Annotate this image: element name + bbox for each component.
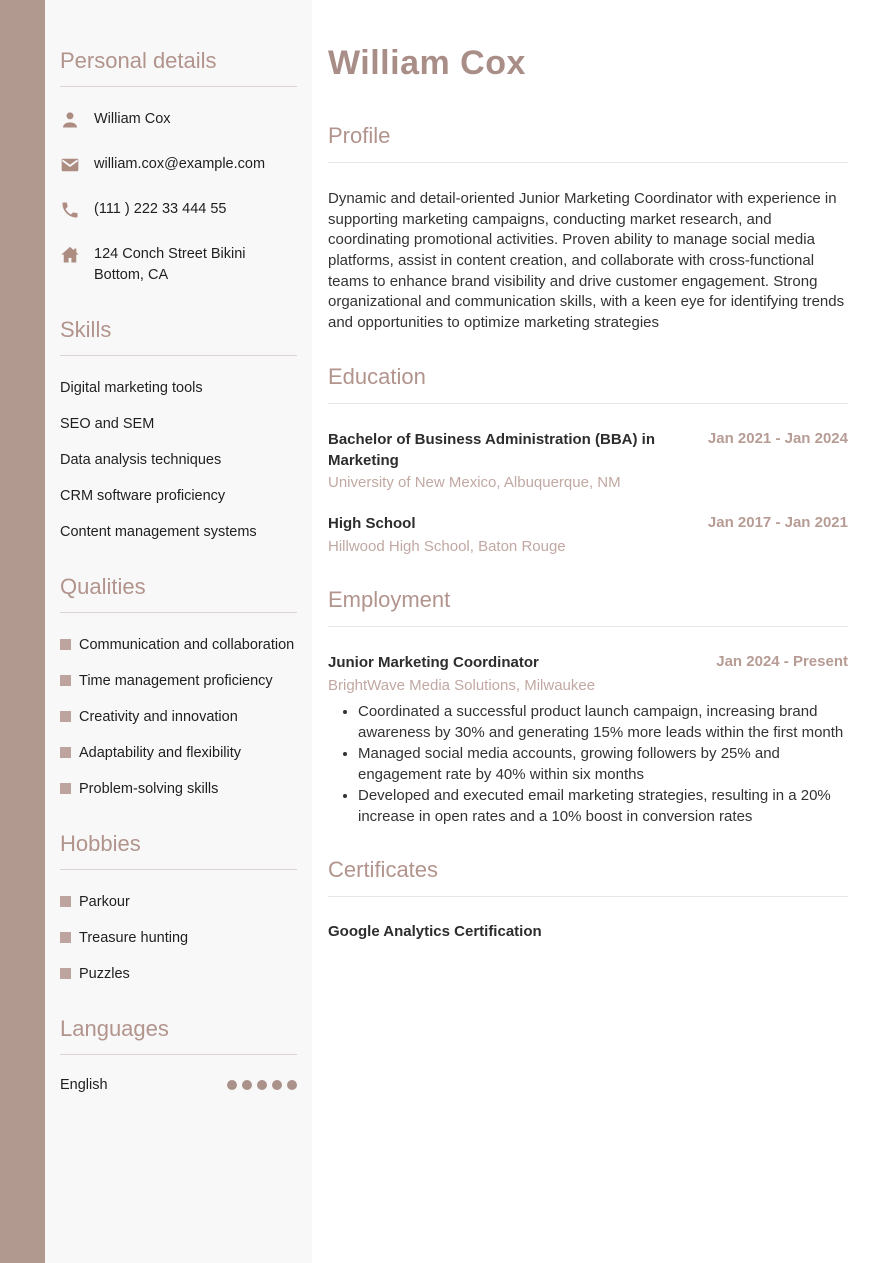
sidebar-section-personal-details [60,48,297,285]
square-bullet-icon [60,968,71,979]
section-employment [328,587,848,826]
language-name: English [60,1077,108,1094]
square-bullet-icon [60,675,71,686]
contact-email-text: william.cox@example.com [94,156,266,172]
employment-bullet-list [328,701,848,827]
language-level-dot [242,1080,252,1090]
education-dates: Jan 2021 - Jan 2024 [707,429,848,447]
profile-text: Dynamic and detail-oriented Junior Marketing Coordinator with experience in supporting marketing campaigns, conducting market research, and coordinating promotional activities. Proven ability to manage social media platforms, assist in content creation, and collaborate with cross-functional teams to enhance brand visibility and drive customer engagement. Strong organizational and communication skills, with a keen eye for identifying trends and opportunities to optimize marketing strategies [328,190,845,332]
school-name: Hillwood High School, Baton Rouge [328,537,566,555]
hobby-item: Parkour [60,892,297,912]
person-name-heading: William Cox [328,44,526,82]
square-bullet-icon [60,783,71,794]
language-level-dot [272,1080,282,1090]
contact-item-address [60,244,297,285]
skill-item: SEO and SEM [60,416,155,433]
skill-item: Digital marketing tools [60,380,203,397]
language-level-dot [257,1080,267,1090]
degree-title: High School [328,514,416,532]
quality-item: Creativity and innovation [60,707,297,727]
hobby-item: Treasure hunting [60,928,297,948]
language-level-dot [227,1080,237,1090]
email-icon [60,155,80,175]
employment-entry-header [328,653,848,674]
square-bullet-icon [60,896,71,907]
qualities-title: Qualities [60,574,297,613]
skill-item: Data analysis techniques [60,452,222,469]
languages-title: Languages [60,1016,297,1055]
employment-title: Employment [328,587,848,627]
section-education [328,364,848,557]
hobbies-title: Hobbies [60,831,297,870]
education-entry-header [328,430,848,471]
education-entry [328,514,848,557]
qualities-list [60,635,297,799]
education-entry [328,430,848,494]
contact-address-text: 124 Conch Street Bikini Bottom, CA [94,246,246,283]
employment-dates: Jan 2024 - Present [716,653,848,671]
quality-item: Communication and collaboration [60,635,297,655]
sidebar-section-skills [60,317,297,542]
person-icon [60,110,80,130]
education-title: Education [328,364,848,404]
company-name: BrightWave Media Solutions, Milwaukee [328,676,596,694]
skill-item: Content management systems [60,524,257,541]
sidebar-section-languages [60,1016,297,1093]
degree-title: Bachelor of Business Administration (BBA) in Marketing [328,430,655,469]
quality-item: Adaptability and flexibility [60,743,297,763]
sidebar-section-qualities [60,574,297,799]
job-title: Junior Marketing Coordinator [328,654,539,672]
contact-item-phone [60,199,297,220]
contact-item-email [60,154,297,175]
language-row [60,1077,297,1093]
home-icon [60,245,80,265]
sidebar-section-hobbies [60,831,297,984]
sidebar [45,0,312,1263]
section-profile [328,123,848,334]
skills-list [60,378,297,542]
certificates-title: Certificates [328,857,848,897]
square-bullet-icon [60,639,71,650]
school-name: University of New Mexico, Albuquerque, NM [328,474,621,492]
quality-item: Time management proficiency [60,671,297,691]
employment-bullet: • Coordinated a successful product launch campaign, increasing brand awareness by 30% and generating 15% more leads within the first month [358,701,848,743]
contact-phone-text: (111 ) 222 33 444 55 [94,201,227,217]
certificate-name: Google Analytics Certification [328,922,542,940]
education-entry-header [328,514,848,535]
skills-title: Skills [60,317,297,356]
square-bullet-icon [60,747,71,758]
phone-icon [60,200,80,220]
square-bullet-icon [60,932,71,943]
profile-title: Profile [328,123,848,163]
skill-item: CRM software proficiency [60,488,226,505]
accent-stripe [0,0,45,1263]
hobby-item: Puzzles [60,964,297,984]
employment-bullet: • Developed and executed email marketing strategies, resulting in a 20% increase in open rates and a 10% boost in conversion rates [358,785,848,827]
contact-name-text: William Cox [94,111,171,127]
main-content [312,0,893,1263]
section-certificates [328,857,848,940]
employment-bullet: • Managed social media accounts, growing followers by 25% and engagement rate by 40% within six months [358,743,848,785]
hobbies-list [60,892,297,984]
contact-item-name [60,109,297,130]
square-bullet-icon [60,711,71,722]
education-dates: Jan 2017 - Jan 2021 [707,513,848,531]
language-level-dots [227,1080,297,1090]
quality-item: Problem-solving skills [60,779,297,799]
employment-entry [328,653,848,826]
personal-details-title: Personal details [60,48,297,87]
language-level-dot [287,1080,297,1090]
